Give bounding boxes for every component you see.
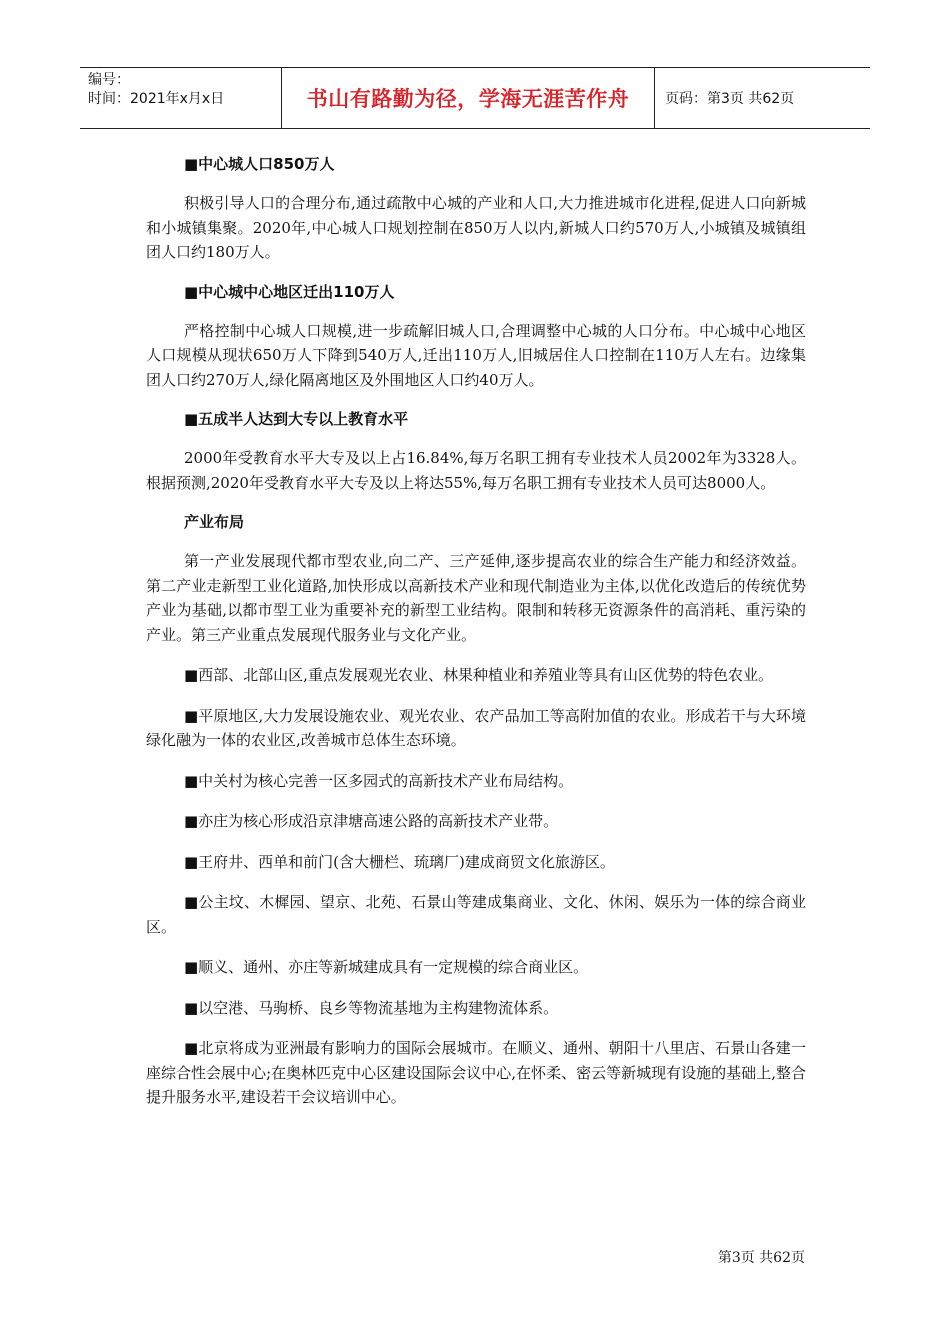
bullet-yizhuang: ■亦庄为核心形成沿京津塘高速公路的高新技术产业带。 (184, 812, 559, 830)
document-number: 编号： (88, 72, 130, 88)
bullet-convention-city: ■北京将成为亚洲最有影响力的国际会展城市。在顺义、通州、朝阳十八里店、石景山各建一座综合性会展中心;在奥林匹克中心区建设国际会议中心,在怀柔、密云等新城现有设施的基础上,整合提升服务水平,建设若干会议培训中心。 (146, 1039, 806, 1106)
section-heading-relocation: ■中心城中心地区迁出110万人 (184, 282, 395, 301)
bullet-commercial-tourism: ■王府井、西单和前门(含大栅栏、琉璃厂)建成商贸文化旅游区。 (184, 852, 615, 871)
bullet-zhongguancun: ■中关村为核心完善一区多园式的高新技术产业布局结构。 (184, 771, 574, 790)
bullet-plain-agriculture: ■平原地区,大力发展设施农业、观光农业、农产品加工等高附加值的农业。形成若干与大环境绿化融为一体的农业区,改善城市总体生态环境。 (146, 706, 806, 749)
paragraph-education: 2000年受教育水平大专及以上占16.84%,每万名职工拥有专业技术人员2002年为3328人。根据预测,2020年受教育水平大专及以上将达55%,每万名职工拥有专业技术人员可达8000人。 (146, 449, 806, 492)
paragraph-industry: 第一产业发展现代都市型农业,向二产、三产延伸,逐步提高农业的综合生产能力和经济效益。第二产业走新型工业化道路,加快形成以高新技术产业和现代制造业为主体,以优化改造后的传统优势产业为基础,以都市型工业为重要补充的新型工业结构。限制和转移无资源条件的高消耗、重污染的产业。第三产业重点发展现代服务业与文化产业。 (146, 552, 806, 644)
header-motto: 书山有路勤为径，学海无涯苦作舟 (282, 68, 655, 128)
document-body (146, 153, 806, 1126)
bullet-new-city-commerce: ■顺义、通州、亦庄等新城建成具有一定规模的综合商业区。 (184, 958, 589, 976)
document-date: 时间：2021年x月x日 (88, 91, 225, 107)
page-footer: 第3页 共62页 (717, 1250, 805, 1266)
section-heading-education: ■五成半人达到大专以上教育水平 (184, 410, 409, 428)
paragraph-population: 积极引导人口的合理分布,通过疏散中心城的产业和人口,大力推进城市化进程,促进人口向新城和小城镇集聚。2020年,中心城人口规划控制在850万人以内,新城人口约570万人,小城镇及城镇组团人口约180万人。 (146, 194, 806, 261)
bullet-logistics: ■以空港、马驹桥、良乡等物流基地为主构建物流体系。 (184, 998, 559, 1017)
bullet-mountain-agriculture: ■西部、北部山区,重点发展观光农业、林果种植业和养殖业等具有山区优势的特色农业。 (184, 666, 773, 684)
bullet-commercial-districts: ■公主坟、木樨园、望京、北苑、石景山等建成集商业、文化、休闲、娱乐为一体的综合商业区。 (146, 893, 806, 936)
paragraph-relocation: 严格控制中心城人口规模,进一步疏解旧城人口,合理调整中心城的人口分布。中心城中心地区人口规模从现状650万人下降到540万人,迁出110万人,旧城居住人口控制在110万人左右。边缘集团人口约270万人,绿化隔离地区及外围地区人口约40万人。 (146, 321, 806, 389)
section-heading-industry: 产业布局 (184, 513, 245, 531)
section-heading-population: ■中心城人口850万人 (184, 155, 335, 173)
header-page-number: 页码：第3页 共62页 (665, 91, 795, 107)
page-header (80, 67, 870, 129)
header-meta (80, 68, 282, 128)
